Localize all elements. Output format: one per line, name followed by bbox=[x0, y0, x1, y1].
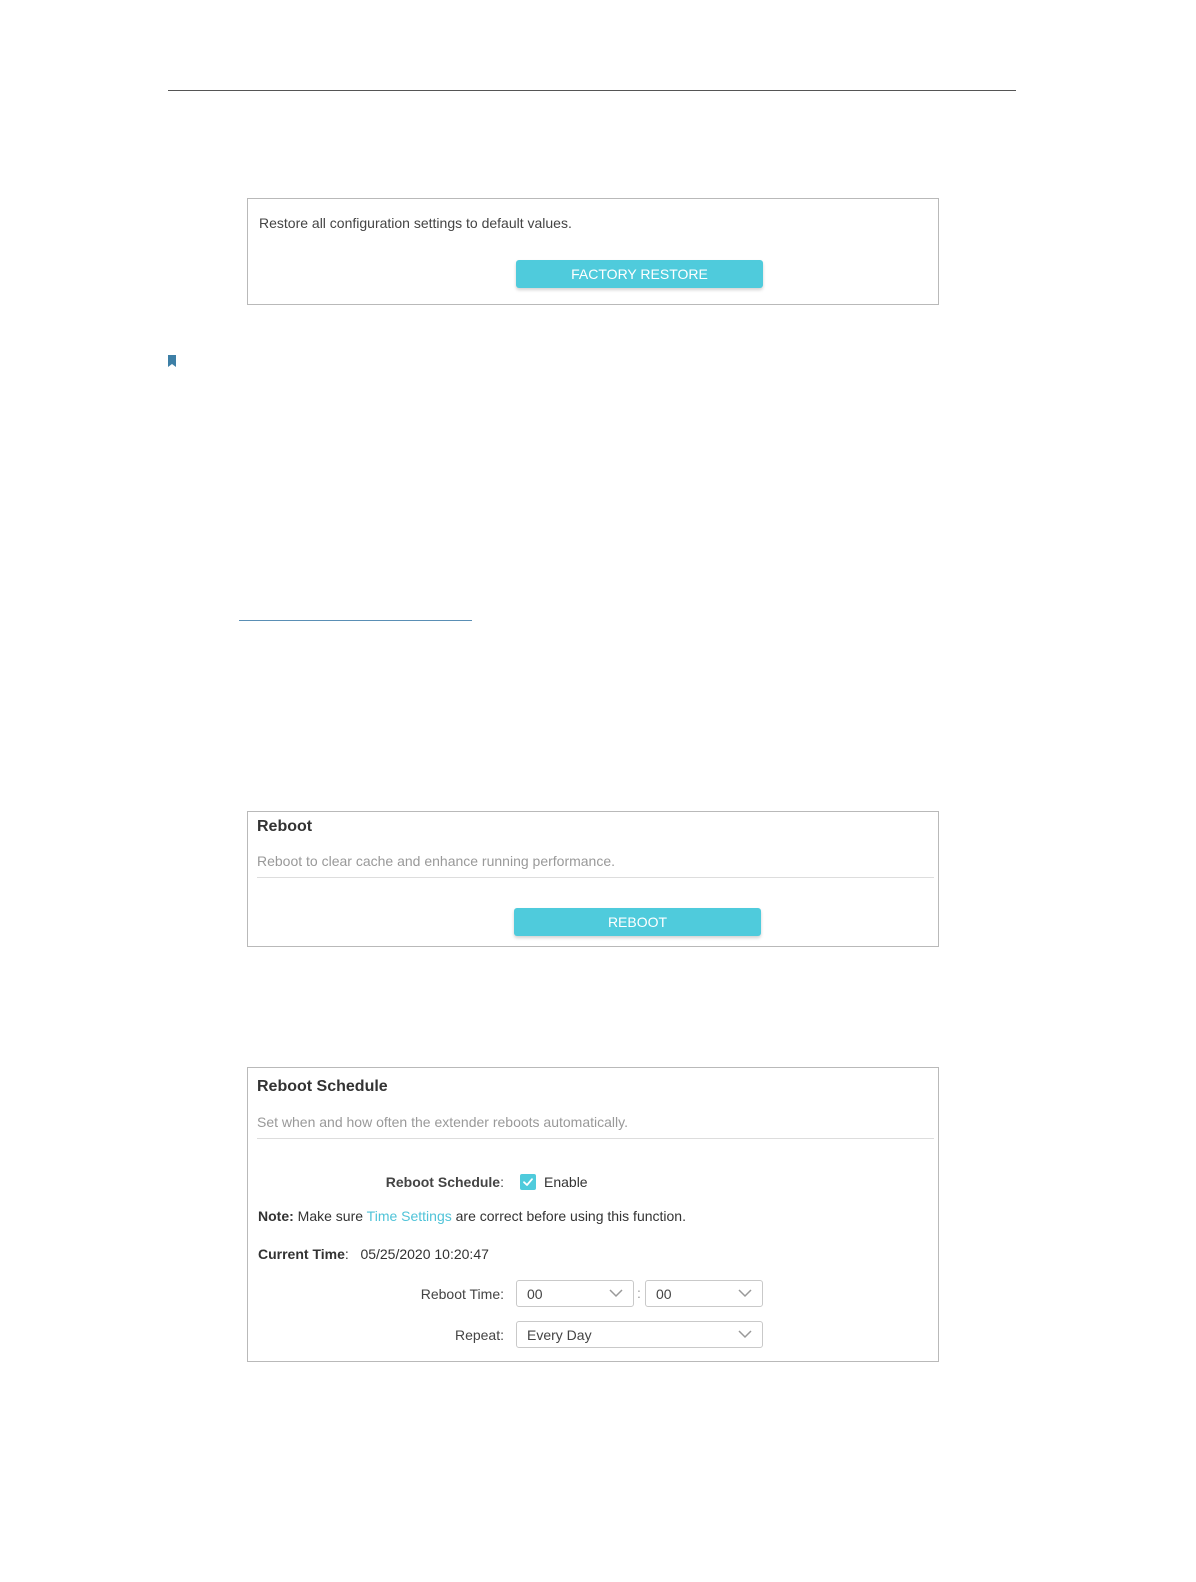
chevron-down-icon bbox=[609, 1289, 623, 1298]
note-text bbox=[258, 1208, 686, 1224]
repeat-label: Repeat: bbox=[454, 1327, 504, 1343]
reboot-schedule-divider bbox=[257, 1138, 934, 1139]
restore-description: Restore all configuration settings to default values. bbox=[259, 215, 572, 231]
time-settings-link[interactable]: Time Settings bbox=[366, 1208, 452, 1224]
note-before: Make sure bbox=[297, 1208, 364, 1224]
factory-restore-button[interactable]: FACTORY RESTORE bbox=[516, 260, 763, 288]
chevron-down-icon bbox=[738, 1330, 752, 1339]
current-time-value: 05/25/2020 10:20:47 bbox=[360, 1246, 489, 1262]
minute-value: 00 bbox=[656, 1286, 672, 1302]
minute-select[interactable] bbox=[645, 1280, 763, 1307]
repeat-value: Every Day bbox=[527, 1327, 592, 1343]
reboot-divider bbox=[257, 877, 934, 878]
reboot-panel bbox=[247, 811, 939, 947]
link-underline bbox=[239, 620, 472, 621]
top-rule bbox=[168, 90, 1016, 91]
bookmark-icon bbox=[168, 355, 176, 367]
reboot-title: Reboot bbox=[257, 818, 313, 835]
enable-label: Enable bbox=[544, 1174, 588, 1190]
time-separator: : bbox=[637, 1285, 641, 1301]
reboot-schedule-title: Reboot Schedule bbox=[257, 1078, 388, 1095]
note-after: are correct before using this function. bbox=[455, 1208, 686, 1224]
hour-select[interactable] bbox=[516, 1280, 634, 1307]
checkmark-icon bbox=[520, 1174, 536, 1190]
reboot-button[interactable]: REBOOT bbox=[514, 908, 761, 936]
factory-restore-panel bbox=[247, 198, 939, 305]
reboot-schedule-description: Set when and how often the extender reboots automatically. bbox=[257, 1114, 628, 1130]
reboot-description: Reboot to clear cache and enhance running performance. bbox=[257, 853, 616, 869]
current-time-label: Current Time bbox=[258, 1246, 345, 1262]
reboot-schedule-panel bbox=[247, 1067, 939, 1362]
repeat-select[interactable] bbox=[516, 1321, 763, 1348]
chevron-down-icon bbox=[738, 1289, 752, 1298]
note-prefix: Note: bbox=[258, 1208, 294, 1224]
enable-checkbox[interactable] bbox=[520, 1174, 536, 1190]
hour-value: 00 bbox=[527, 1286, 543, 1302]
current-time-row: Current Time: 05/25/2020 10:20:47 bbox=[258, 1246, 489, 1262]
reboot-schedule-field-label: Reboot Schedule: bbox=[385, 1174, 504, 1190]
reboot-time-label: Reboot Time: bbox=[420, 1286, 504, 1302]
